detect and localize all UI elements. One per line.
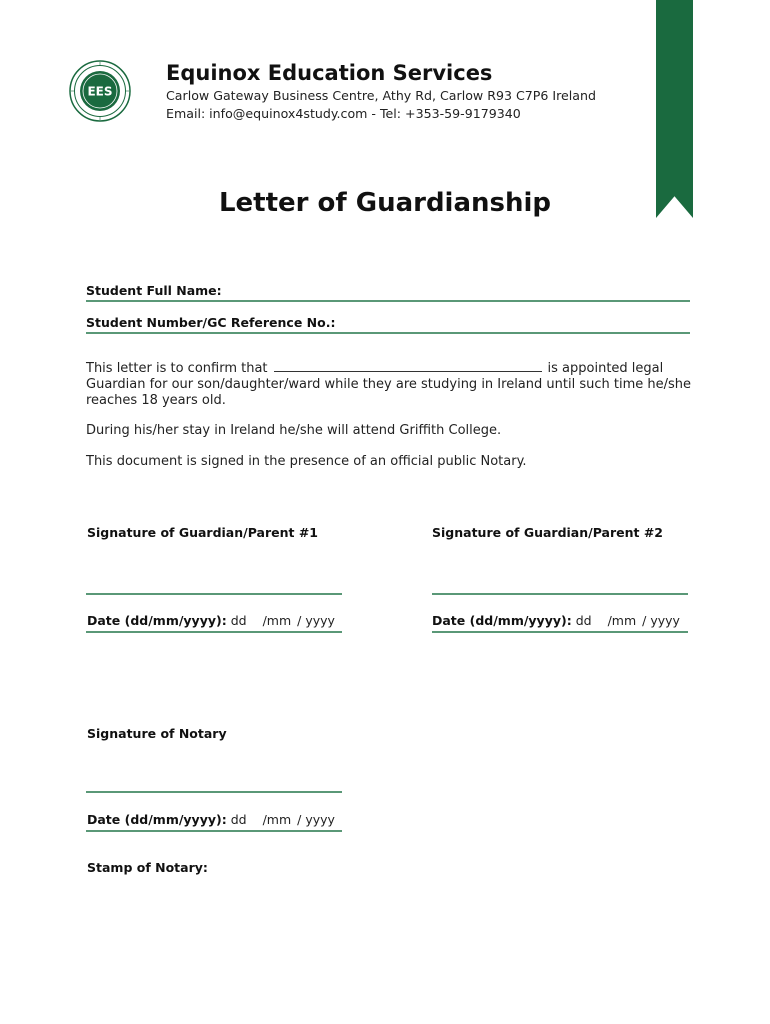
parent2-signature-field[interactable]	[432, 593, 688, 595]
parent1-signature-label: Signature of Guardian/Parent #1	[87, 525, 319, 540]
logo-text: EES	[87, 84, 113, 99]
notary-date-row	[87, 812, 335, 827]
notary-signature-field[interactable]	[86, 791, 342, 793]
date-mm[interactable]: mm	[266, 613, 292, 628]
student-name-label: Student Full Name:	[86, 283, 222, 298]
document-title: Letter of Guardianship	[218, 188, 552, 218]
notary-signature-label: Signature of Notary	[87, 726, 227, 741]
date-label: Date (dd/mm/yyyy):	[432, 613, 572, 628]
date-dd[interactable]: dd	[575, 613, 592, 628]
organization-contact: Email: info@equinox4study.com - Tel: +353-59-9179340	[166, 106, 521, 121]
date-yyyy[interactable]: yyyy	[305, 613, 335, 628]
date-mm[interactable]: mm	[611, 613, 637, 628]
parent1-signature-field[interactable]	[86, 593, 342, 595]
parent1-date-row	[87, 613, 335, 628]
confirmation-text-end: is appointed legal Guardian for our son/daughter/ward while they are studying in Ireland until such time he/she reaches 18 years old.	[86, 361, 691, 408]
notary-date-field[interactable]	[86, 830, 342, 832]
notary-paragraph: This document is signed in the presence of an official public Notary.	[86, 454, 527, 469]
date-yyyy[interactable]: yyyy	[305, 812, 335, 827]
date-separator: /	[642, 613, 647, 628]
date-separator: /	[607, 613, 612, 628]
date-yyyy[interactable]: yyyy	[650, 613, 680, 628]
date-label: Date (dd/mm/yyyy):	[87, 812, 227, 827]
date-dd[interactable]: dd	[230, 613, 247, 628]
date-separator: /	[262, 812, 267, 827]
confirmation-text-start: This letter is to confirm that	[86, 361, 268, 376]
parent1-date-field[interactable]	[86, 631, 342, 633]
date-mm[interactable]: mm	[266, 812, 292, 827]
parent2-date-field[interactable]	[432, 631, 688, 633]
parent2-date-row	[432, 613, 680, 628]
organization-address: Carlow Gateway Business Centre, Athy Rd, Carlow R93 C7P6 Ireland	[166, 88, 596, 103]
organization-name: Equinox Education Services	[166, 61, 493, 85]
date-label: Date (dd/mm/yyyy):	[87, 613, 227, 628]
date-separator: /	[297, 613, 302, 628]
student-number-label: Student Number/GC Reference No.:	[86, 315, 336, 330]
date-separator: /	[262, 613, 267, 628]
student-number-field[interactable]	[86, 332, 690, 334]
ees-logo-icon	[69, 60, 131, 122]
date-dd[interactable]: dd	[230, 812, 247, 827]
student-name-field[interactable]	[86, 300, 690, 302]
confirmation-paragraph	[86, 361, 692, 409]
date-separator: /	[297, 812, 302, 827]
guardian-name-field[interactable]	[274, 370, 542, 372]
notary-stamp-label: Stamp of Notary:	[87, 860, 208, 875]
bookmark-ribbon	[656, 0, 693, 218]
parent2-signature-label: Signature of Guardian/Parent #2	[432, 525, 664, 540]
college-paragraph: During his/her stay in Ireland he/she will attend Griffith College.	[86, 423, 502, 438]
